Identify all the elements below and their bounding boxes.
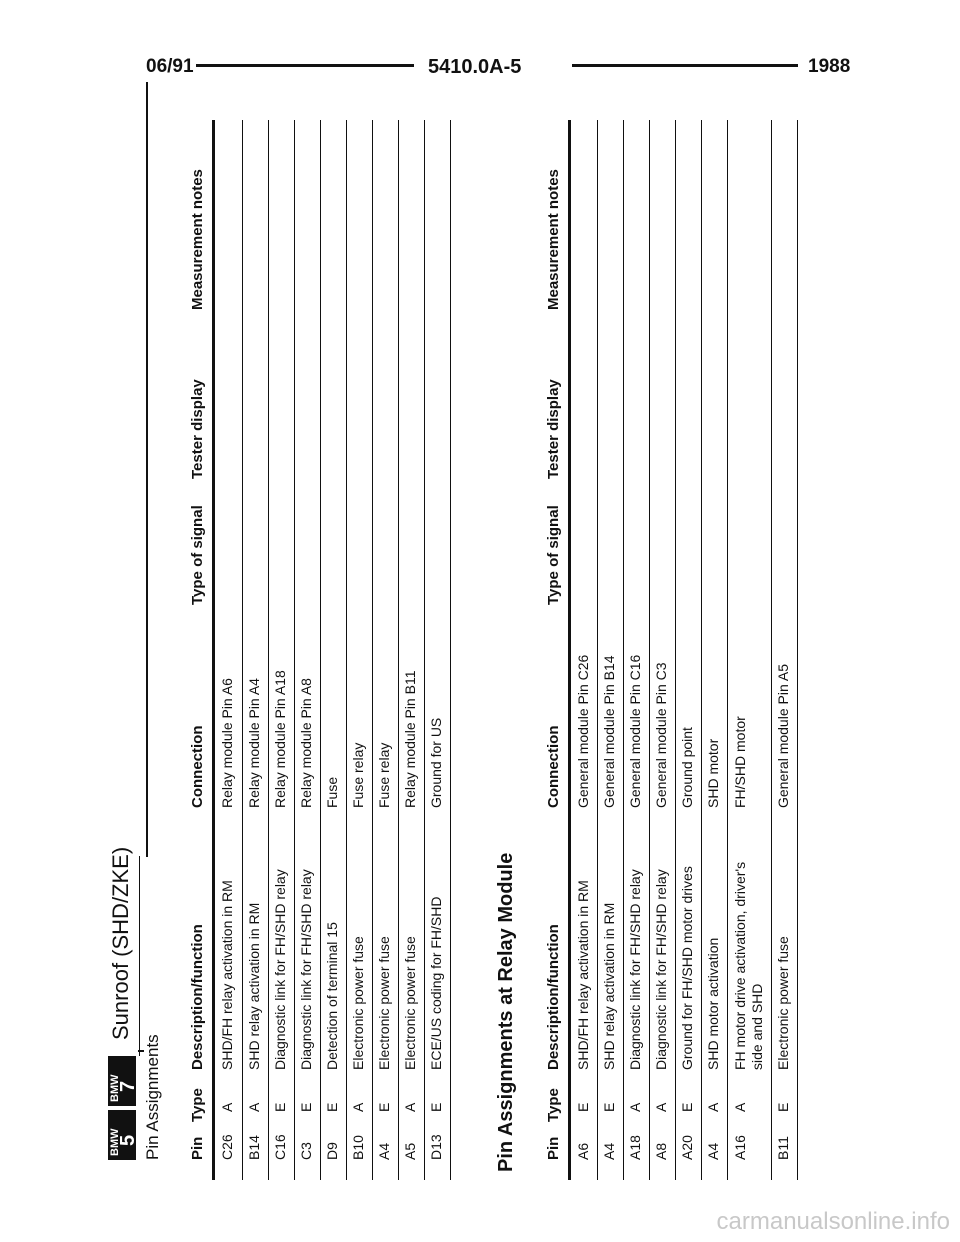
t1-type: A bbox=[402, 1102, 418, 1112]
t2-pin: A4 bbox=[601, 1142, 617, 1160]
t2-description-cont: side and SHD bbox=[749, 983, 765, 1070]
t2-row-rule bbox=[771, 120, 772, 1180]
t2-col-connection: Connection bbox=[545, 725, 562, 808]
t1-col-notes: Measurement notes bbox=[189, 169, 206, 310]
t1-connection: Ground for US bbox=[428, 717, 444, 808]
t2-description: Ground for FH/SHD motor drives bbox=[679, 866, 695, 1070]
logo-brand-text-2: BMW bbox=[109, 1074, 121, 1102]
header-rule-right bbox=[572, 64, 798, 67]
t2-description: SHD relay activation in RM bbox=[601, 902, 617, 1070]
t1-row-rule bbox=[450, 120, 451, 1180]
t2-connection: General module Pin C26 bbox=[575, 654, 591, 808]
t1-row-rule bbox=[320, 120, 321, 1180]
t2-pin: B11 bbox=[775, 1136, 791, 1160]
page-subtitle: Pin Assignments bbox=[143, 1034, 162, 1160]
left-margin-rule bbox=[146, 82, 148, 857]
t1-row-rule bbox=[242, 120, 243, 1180]
t1-description: Diagnostic link for FH/SHD relay bbox=[298, 869, 314, 1070]
t1-pin: D13 bbox=[428, 1134, 444, 1160]
t2-row-rule bbox=[797, 120, 798, 1180]
title-underline bbox=[139, 856, 140, 1056]
t1-pin: C3 bbox=[298, 1142, 314, 1160]
t2-type: A bbox=[705, 1102, 721, 1112]
t2-type: E bbox=[679, 1102, 695, 1112]
t2-connection: Ground point bbox=[679, 727, 695, 808]
t1-connection: Fuse bbox=[324, 776, 340, 808]
t2-col-pin: Pin bbox=[545, 1136, 562, 1160]
t1-pin: C16 bbox=[272, 1134, 288, 1160]
t1-pin: D9 bbox=[324, 1142, 340, 1160]
t2-type: E bbox=[775, 1102, 791, 1112]
t1-row-rule bbox=[294, 120, 295, 1180]
t2-type: E bbox=[601, 1102, 617, 1112]
t1-row-rule bbox=[372, 120, 373, 1180]
logo-series-number: 5 bbox=[117, 1134, 139, 1146]
t1-description: SHD relay activation in RM bbox=[246, 902, 262, 1070]
t1-connection: Relay module Pin A18 bbox=[272, 670, 288, 808]
t1-connection: Relay module Pin A4 bbox=[246, 678, 262, 808]
t1-connection: Fuse relay bbox=[350, 742, 366, 808]
t1-connection: Relay module Pin A8 bbox=[298, 678, 314, 808]
t1-pin: B10 bbox=[350, 1135, 366, 1160]
t1-description: Electronic power fuse bbox=[402, 936, 418, 1070]
t2-pin: A8 bbox=[653, 1142, 669, 1160]
t1-col-tester: Tester display bbox=[189, 379, 206, 479]
t1-description: SHD/FH relay activation in RM bbox=[219, 880, 235, 1070]
t1-description: Detection of terminal 15 bbox=[324, 922, 340, 1070]
t2-col-tester: Tester display bbox=[545, 379, 562, 479]
section-title-relay-module: Pin Assignments at Relay Module bbox=[495, 852, 517, 1172]
t2-col-type: Type bbox=[545, 1088, 562, 1122]
t1-col-type: Type bbox=[189, 1088, 206, 1122]
t1-connection: Relay module Pin B11 bbox=[402, 670, 418, 808]
t1-type: E bbox=[298, 1102, 314, 1112]
t2-description: SHD/FH relay activation in RM bbox=[575, 880, 591, 1070]
t2-col-notes: Measurement notes bbox=[545, 169, 562, 310]
t2-connection: FH/SHD motor bbox=[732, 716, 748, 808]
t1-pin: A5 bbox=[402, 1142, 418, 1160]
t2-pin: A18 bbox=[627, 1135, 643, 1160]
t2-description: FH motor drive activation, driver's bbox=[732, 861, 748, 1070]
t2-connection: General module Pin C16 bbox=[627, 654, 643, 808]
header-year: 1988 bbox=[808, 56, 851, 77]
t1-col-pin: Pin bbox=[189, 1136, 206, 1160]
t2-connection: SHD motor bbox=[705, 738, 721, 808]
t2-row-rule bbox=[597, 120, 598, 1180]
t2-pin: A16 bbox=[732, 1135, 748, 1160]
t1-pin: A4 bbox=[376, 1142, 392, 1160]
t1-type: A bbox=[219, 1102, 235, 1112]
t1-col-connection: Connection bbox=[189, 725, 206, 808]
t2-pin: A20 bbox=[679, 1135, 695, 1160]
t1-description: Electronic power fuse bbox=[350, 936, 366, 1070]
t1-description: Electronic power fuse bbox=[376, 936, 392, 1070]
t2-description: SHD motor activation bbox=[705, 937, 721, 1070]
t2-type: A bbox=[732, 1102, 748, 1112]
t2-header-rule bbox=[568, 120, 571, 1180]
page-title: Sunroof (SHD/ZKE) bbox=[108, 846, 133, 1040]
t1-type: A bbox=[350, 1102, 366, 1112]
header-date: 06/91 bbox=[146, 56, 194, 77]
t2-connection: General module Pin C3 bbox=[653, 662, 669, 808]
t1-row-rule bbox=[398, 120, 399, 1180]
t1-row-rule bbox=[424, 120, 425, 1180]
t2-pin: A4 bbox=[705, 1142, 721, 1160]
t2-type: A bbox=[653, 1102, 669, 1112]
t2-type: E bbox=[575, 1102, 591, 1112]
header-rule-left bbox=[196, 64, 414, 67]
t2-description: Diagnostic link for FH/SHD relay bbox=[627, 869, 643, 1070]
bmw-series-logo bbox=[108, 1110, 139, 1160]
t2-description: Electronic power fuse bbox=[775, 936, 791, 1070]
t1-type: E bbox=[428, 1102, 444, 1112]
t2-connection: General module Pin A5 bbox=[775, 664, 791, 808]
t2-row-rule bbox=[727, 120, 728, 1180]
t2-row-rule bbox=[623, 120, 624, 1180]
t2-row-rule bbox=[701, 120, 702, 1180]
t1-type: E bbox=[376, 1102, 392, 1112]
t2-description: Diagnostic link for FH/SHD relay bbox=[653, 869, 669, 1070]
bmw-group-logo bbox=[108, 1056, 139, 1106]
logo-group-number: 7 bbox=[117, 1080, 139, 1092]
t1-pin: B14 bbox=[246, 1135, 262, 1160]
t2-pin: A6 bbox=[575, 1142, 591, 1160]
t2-row-rule bbox=[675, 120, 676, 1180]
t1-description: ECE/US coding for FH/SHD bbox=[428, 896, 444, 1070]
t1-col-signal: Type of signal bbox=[189, 505, 206, 605]
t1-pin: C26 bbox=[219, 1134, 235, 1160]
header-doc-number: 5410.0A-5 bbox=[428, 56, 522, 78]
t1-connection: Fuse relay bbox=[376, 742, 392, 808]
t2-col-description: Description/function bbox=[545, 924, 562, 1070]
t1-description: Diagnostic link for FH/SHD relay bbox=[272, 869, 288, 1070]
t2-type: A bbox=[627, 1102, 643, 1112]
t1-row-rule bbox=[268, 120, 269, 1180]
site-watermark: carmanualsonline.info bbox=[716, 1208, 950, 1235]
t2-row-rule bbox=[649, 120, 650, 1180]
t1-row-rule bbox=[346, 120, 347, 1180]
t1-header-rule bbox=[212, 120, 215, 1180]
t1-connection: Relay module Pin A6 bbox=[219, 678, 235, 808]
t1-type: E bbox=[272, 1102, 288, 1112]
logo-brand-text: BMW bbox=[109, 1128, 121, 1156]
t2-col-signal: Type of signal bbox=[545, 505, 562, 605]
t1-type: A bbox=[246, 1102, 262, 1112]
t2-connection: General module Pin B14 bbox=[601, 655, 617, 808]
t1-col-description: Description/function bbox=[189, 924, 206, 1070]
t1-type: E bbox=[324, 1102, 340, 1112]
